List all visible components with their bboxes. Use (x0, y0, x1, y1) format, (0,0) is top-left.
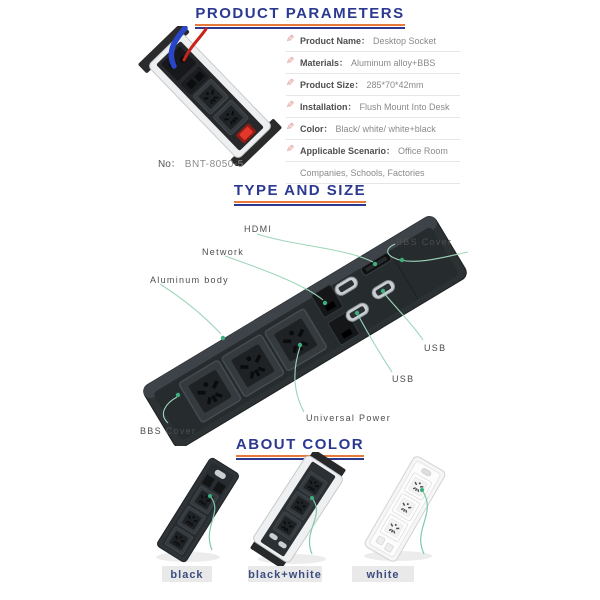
color-variant-black-white (246, 452, 350, 568)
param-value: Office Room (398, 146, 448, 156)
color-label-white: white (352, 566, 414, 582)
param-value: Black/ white/ white+black (335, 124, 436, 134)
param-value: Flush Mount Into Desk (359, 102, 450, 112)
label-hdmi: HDMI (244, 224, 273, 234)
pencil-icon: ✎ (286, 144, 295, 155)
label-bbs-cover-bottom: BBS Cover (140, 426, 197, 436)
pencil-icon: ✎ (286, 56, 295, 67)
label-aluminum-body: Aluminum body (150, 275, 229, 285)
product-photo (128, 26, 288, 166)
section-title-text: TYPE AND SIZE (234, 182, 366, 203)
model-number-value: BNT-8050-5 (184, 159, 244, 170)
param-row (286, 146, 460, 162)
param-row (286, 80, 460, 96)
param-label: Product Size： (300, 80, 364, 90)
param-value: 285*70*42mm (366, 80, 424, 90)
color-variant-white (350, 456, 460, 564)
param-label: Applicable Scenario： (300, 146, 396, 156)
model-number (158, 155, 244, 170)
pencil-icon: ✎ (286, 100, 295, 111)
param-label: Installation： (300, 102, 357, 112)
param-row (286, 124, 460, 140)
photo-power-strip (138, 26, 283, 166)
param-label: Product Name： (300, 36, 371, 46)
pencil-icon: ✎ (286, 122, 295, 133)
param-value: Desktop Socket (373, 36, 437, 46)
param-label: Color： (300, 124, 333, 134)
label-bbs-cover-top: BBS Cover (396, 237, 453, 247)
power-strip (141, 214, 470, 446)
color-variant-black (148, 456, 248, 566)
type-size-diagram (130, 210, 470, 446)
param-value: Companies, Schools, Factories (300, 168, 425, 178)
section-title-product-parameters (0, 5, 600, 29)
param-row (286, 36, 460, 52)
color-label-black: black (162, 566, 212, 582)
label-usb-lower: USB (392, 374, 415, 384)
pencil-icon: ✎ (286, 34, 295, 45)
param-row (286, 102, 460, 118)
param-value: Aluminum alloy+BBS (351, 58, 436, 68)
section-title-text: ABOUT COLOR (236, 436, 364, 457)
model-number-label: No： (158, 159, 181, 170)
section-title-type-and-size (0, 182, 600, 206)
label-usb-right: USB (424, 343, 447, 353)
label-universal-power: Universal Power (306, 413, 392, 423)
param-row (286, 58, 460, 74)
label-network: Network (202, 247, 245, 257)
parameter-list (286, 36, 460, 190)
param-label: Materials： (300, 58, 349, 68)
color-label-black-white: black+white (248, 566, 322, 582)
pencil-icon: ✎ (286, 78, 295, 89)
section-title-text: PRODUCT PARAMETERS (195, 5, 404, 26)
